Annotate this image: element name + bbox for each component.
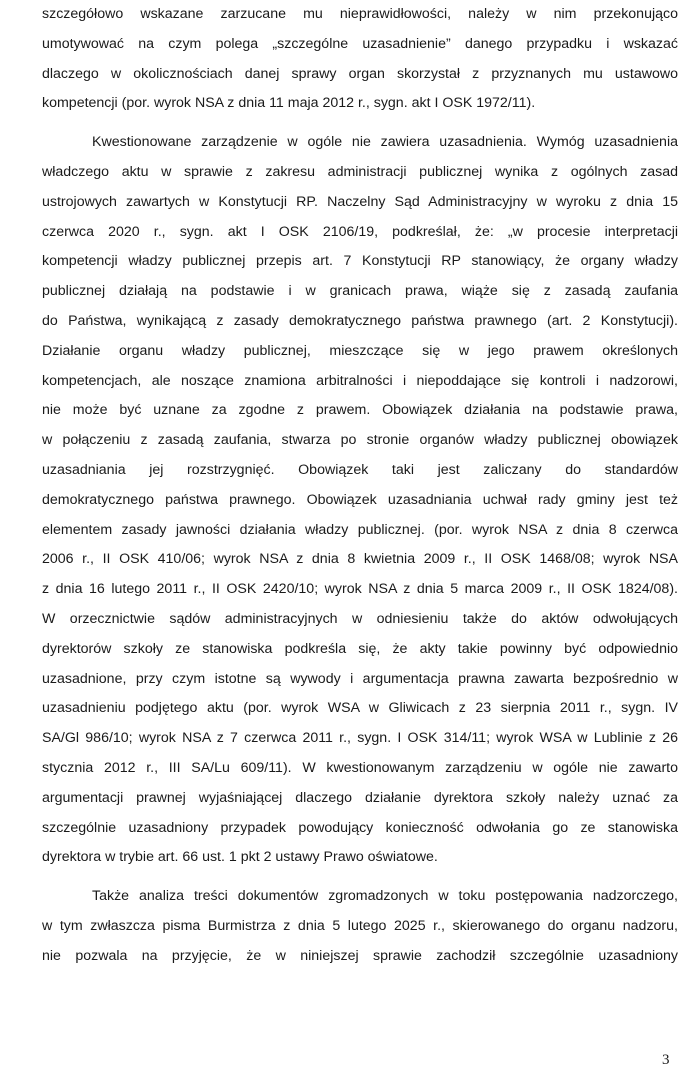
body-text	[42, 0, 678, 972]
page-number: 3	[662, 1052, 670, 1068]
text-line: nie pozwala na przyjęcie, że w niniejszej sprawie zachodził szczególnie uzasadniony	[42, 947, 678, 964]
text-line: do Państwa, wynikającą z zasady demokratycznego państwa prawnego (art. 2 Konstytucji).	[42, 312, 678, 329]
text-line: SA/Gl 986/10; wyrok NSA z 7 czerwca 2011 r., sygn. I OSK 314/11; wyrok WSA w Lublinie z 26	[42, 730, 678, 747]
text-line: demokratycznego państwa prawnego. Obowiązek uzasadniania uchwał rady gminy jest też	[42, 491, 678, 508]
text-line: kompetencjach, ale noszące znamiona arbitralności i niepoddające się kontroli i nadzorowi,	[42, 372, 678, 389]
text-line: w połączeniu z zasadą zaufania, stwarza po stronie organów władzy publicznej obowiązek	[42, 432, 678, 449]
text-line: 2006 r., II OSK 410/06; wyrok NSA z dnia 8 kwietnia 2009 r., II OSK 1468/08; wyrok NSA	[42, 551, 678, 568]
text-line: z dnia 16 lutego 2011 r., II OSK 2420/10; wyrok NSA z dnia 5 marca 2009 r., II OSK 1824/08).	[42, 581, 678, 598]
text-line: władczego aktu w sprawie z zakresu administracji publicznej wynika z ogólnych zasad	[42, 163, 678, 180]
text-line: Także analiza treści dokumentów zgromadzonych w toku postępowania nadzorczego,	[92, 888, 678, 905]
text-line: nie może być uznane za zgodne z prawem. Obowiązek działania na podstawie prawa,	[42, 402, 678, 419]
text-line: w tym zwłaszcza pisma Burmistrza z dnia 5 lutego 2025 r., skierowanego do organu nadzoru,	[42, 917, 678, 934]
text-line: uzasadniania jej rozstrzygnięć. Obowiązek taki jest zaliczany do standardów	[42, 461, 678, 478]
text-line: Kwestionowane zarządzenie w ogóle nie zawiera uzasadnienia. Wymóg uzasadnienia	[92, 134, 678, 151]
text-line: czerwca 2020 r., sygn. akt I OSK 2106/19, podkreślał, że: „w procesie interpretacji	[42, 223, 678, 240]
text-line: szczegółowo wskazane zarzucane mu nieprawidłowości, należy w nim przekonująco	[42, 6, 678, 22]
text-line: elementem zasady jawności działania władzy publicznej. (por. wyrok NSA z dnia 8 czerwca	[42, 521, 678, 538]
text-line: ustrojowych zawartych w Konstytucji RP. Naczelny Sąd Administracyjny w wyroku z dnia 15	[42, 193, 678, 210]
text-line: uzasadnione, przy czym istotne są wywody i argumentacja prawna zawarta bezpośrednio w	[42, 670, 678, 687]
text-line: W orzecznictwie sądów administracyjnych w odniesieniu także do aktów odwołujących	[42, 610, 678, 627]
text-line: umotywować na czym polega „szczególne uzasadnienie” danego przypadku i wskazać	[42, 35, 678, 52]
text-line: Działanie organu władzy publicznej, mieszczące się w jego prawem określonych	[42, 342, 678, 359]
text-line: uzasadnieniu podjętego aktu (por. wyrok WSA w Gliwicach z 23 sierpnia 2011 r., sygn. IV	[42, 700, 678, 717]
text-line: szczególnie uzasadniony przypadek powodujący konieczność odwołania go ze stanowiska	[42, 819, 678, 836]
paragraph-2	[42, 128, 678, 873]
text-line: kompetencji władzy publicznej przepis art. 7 Konstytucji RP stanowiący, że organy władzy	[42, 253, 678, 270]
text-line: stycznia 2012 r., III SA/Lu 609/11). W kwestionowanym zarządzeniu w ogóle nie zawarto	[42, 759, 678, 776]
text-line: dyrektora w trybie art. 66 ust. 1 pkt 2 ustawy Prawo oświatowe.	[42, 849, 438, 866]
text-line: kompetencji (por. wyrok NSA z dnia 11 maja 2012 r., sygn. akt I OSK 1972/11).	[42, 95, 536, 112]
text-line: publicznej działają na podstawie i w granicach prawa, wiąże się z zasadą zaufania	[42, 283, 678, 300]
text-line: dyrektorów szkoły ze stanowiska podkreśla się, że akty takie powinny być odpowiednio	[42, 640, 678, 657]
text-line: dlaczego w okolicznościach danej sprawy organ skorzystał z przyznanych mu ustawowo	[42, 65, 678, 82]
text-line: argumentacji prawnej wyjaśniającej dlaczego działanie dyrektora szkoły należy uznać za	[42, 789, 678, 806]
paragraph-1	[42, 0, 678, 119]
paragraph-3	[42, 882, 678, 971]
